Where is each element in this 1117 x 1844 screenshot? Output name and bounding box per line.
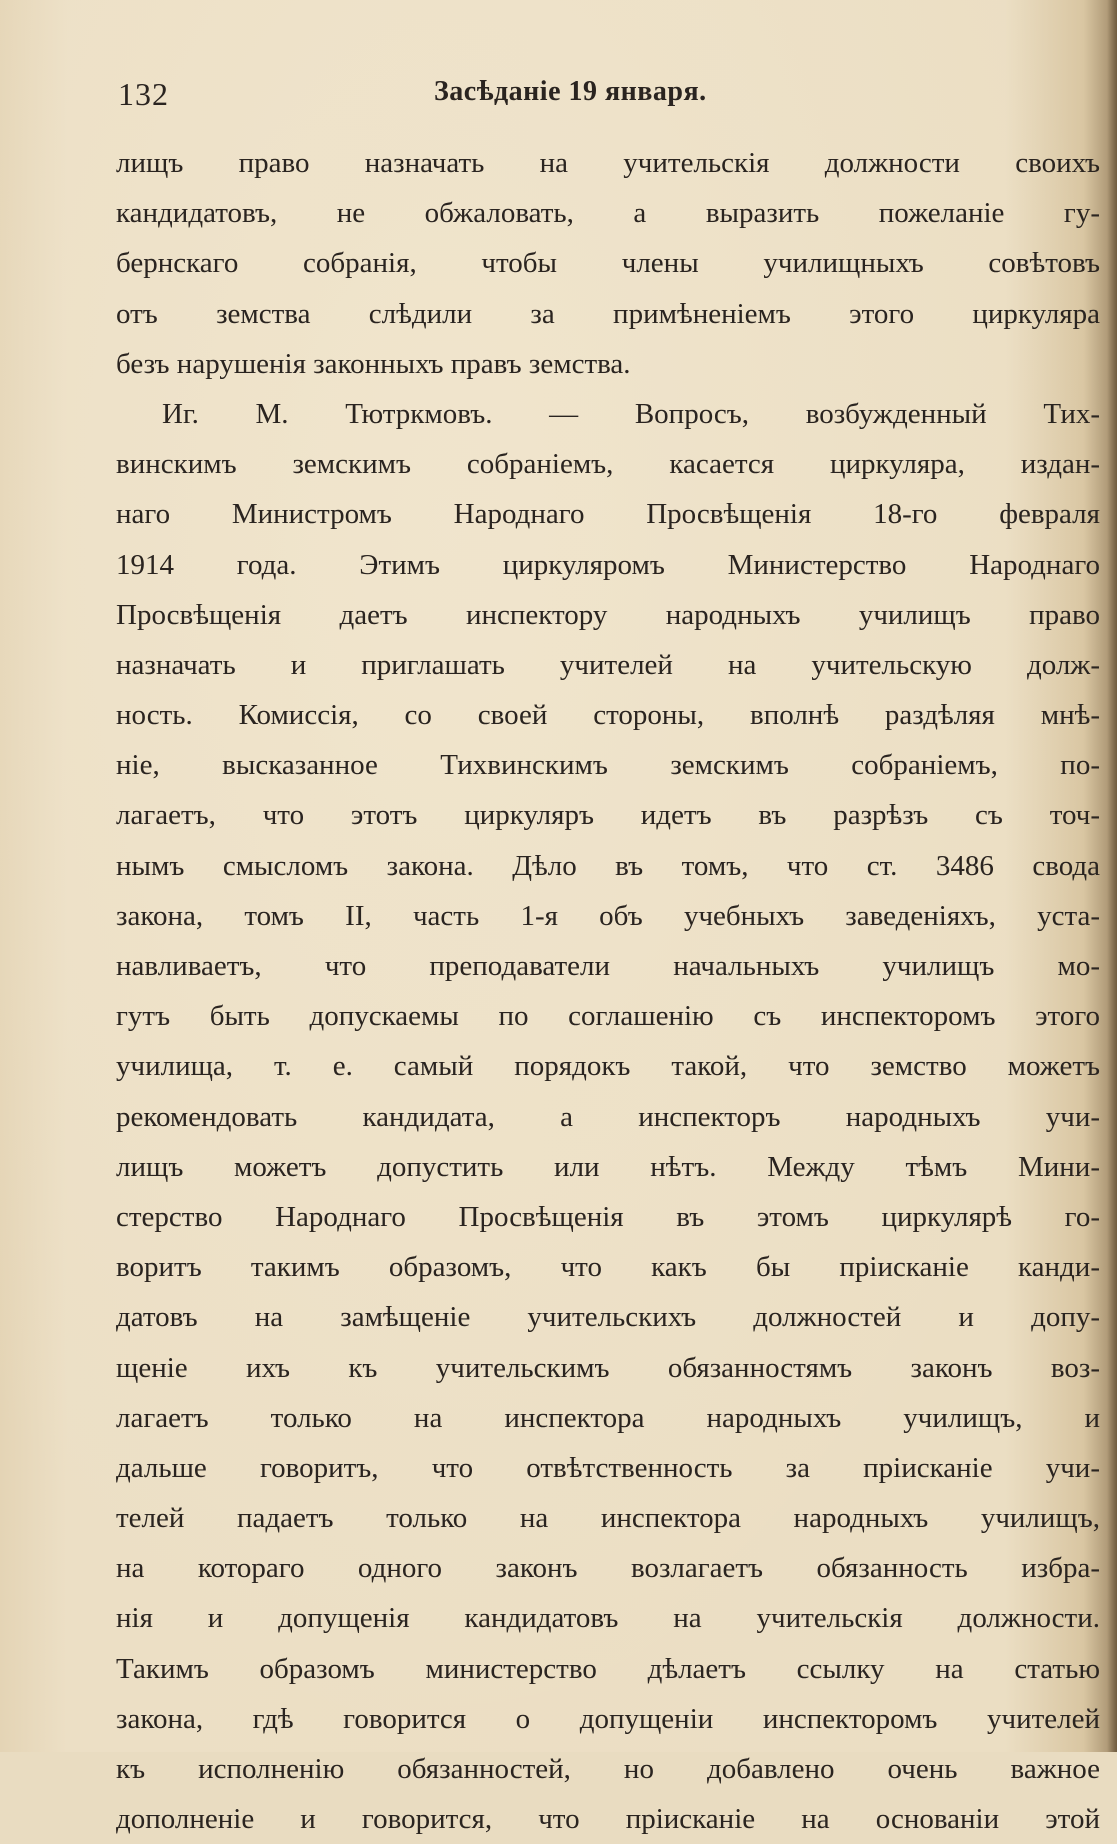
text-line: 1914 года. Этимъ циркуляромъ Министерство Народнаго <box>116 548 1100 581</box>
page-header <box>118 76 1013 126</box>
text-line: стерство Народнаго Просвѣщенія въ этомъ циркулярѣ го- <box>116 1200 1100 1233</box>
text-line: бернскаго собранія, чтобы члены училищныхъ совѣтовъ <box>116 247 1100 280</box>
text-line: Такимъ образомъ министерство дѣлаетъ ссылку на статью <box>116 1652 1100 1685</box>
text-line: на котораго одного законъ возлагаетъ обязанность избра- <box>116 1552 1100 1585</box>
text-line: лагаетъ, что этотъ циркуляръ идетъ въ разрѣзъ съ точ- <box>116 799 1100 832</box>
text-line: дальше говоритъ, что отвѣтственность за пріисканіе учи- <box>116 1451 1100 1484</box>
text-line: къ исполненію обязанностей, но добавлено очень важное <box>116 1753 1100 1785</box>
text-line: назначать и приглашать учителей на учительскую долж- <box>116 648 1100 681</box>
text-line: щеніе ихъ къ учительскимъ обязанностямъ законъ воз- <box>116 1351 1100 1384</box>
text-line: телей падаетъ только на инспектора народныхъ училищъ, <box>116 1502 1100 1535</box>
text-line: нымъ смысломъ закона. Дѣло въ томъ, что ст. 3486 свода <box>116 849 1100 882</box>
text-line: гутъ быть допускаемы по соглашенію съ инспекторомъ этого <box>116 1000 1100 1033</box>
text-line: лищъ право назначать на учительскія должности своихъ <box>116 147 1100 179</box>
text-line: лагаетъ только на инспектора народныхъ училищъ, и <box>116 1401 1100 1434</box>
text-line: отъ земства слѣдили за примѣненіемъ этого циркуляра <box>116 297 1100 330</box>
text-line: закона, гдѣ говорится о допущеніи инспекторомъ учителей <box>116 1702 1100 1735</box>
text-line: воритъ такимъ образомъ, что какъ бы пріисканіе канди- <box>116 1251 1100 1284</box>
text-line: Иг. М. Тютркмовъ. — Вопросъ, возбужденный Тих- <box>162 397 1100 430</box>
body-text <box>116 138 1100 1844</box>
text-line: ніе, высказанное Тихвинскимъ земскимъ собраніемъ, по- <box>116 749 1100 782</box>
page-number: 132 <box>118 76 169 112</box>
text-line: Просвѣщенія даетъ инспектору народныхъ училищъ право <box>116 598 1100 631</box>
text-line: датовъ на замѣщеніе учительскихъ должностей и допу- <box>116 1301 1100 1334</box>
text-line: ность. Комиссія, со своей стороны, вполнѣ раздѣляя мнѣ- <box>116 699 1100 732</box>
text-line: закона, томъ II, часть 1-я объ учебныхъ заведеніяхъ, уста- <box>116 899 1100 932</box>
text-line: навливаетъ, что преподаватели начальныхъ училищъ мо- <box>116 950 1100 982</box>
text-line: училища, т. е. самый порядокъ такой, что земство можетъ <box>116 1050 1100 1083</box>
text-line: безъ нарушенія законныхъ правъ земства. <box>116 347 631 380</box>
running-head: Засѣданіе 19 января. <box>434 76 707 107</box>
text-line: наго Министромъ Народнаго Просвѣщенія 18-го февраля <box>116 498 1100 531</box>
text-line: винскимъ земскимъ собраніемъ, касается циркуляра, издан- <box>116 448 1100 481</box>
text-line: дополненіе и говорится, что пріисканіе на основаніи этой <box>116 1803 1100 1836</box>
page-edge-shadow <box>1107 0 1117 1752</box>
text-line: рекомендовать кандидата, а инспекторъ народныхъ учи- <box>116 1100 1100 1133</box>
text-line: лищъ можетъ допустить или нѣтъ. Между тѣмъ Мини- <box>116 1150 1100 1183</box>
text-line: кандидатовъ, не обжаловать, а выразить пожеланіе гу- <box>116 197 1100 230</box>
text-line: нія и допущенія кандидатовъ на учительскія должности. <box>116 1602 1100 1635</box>
